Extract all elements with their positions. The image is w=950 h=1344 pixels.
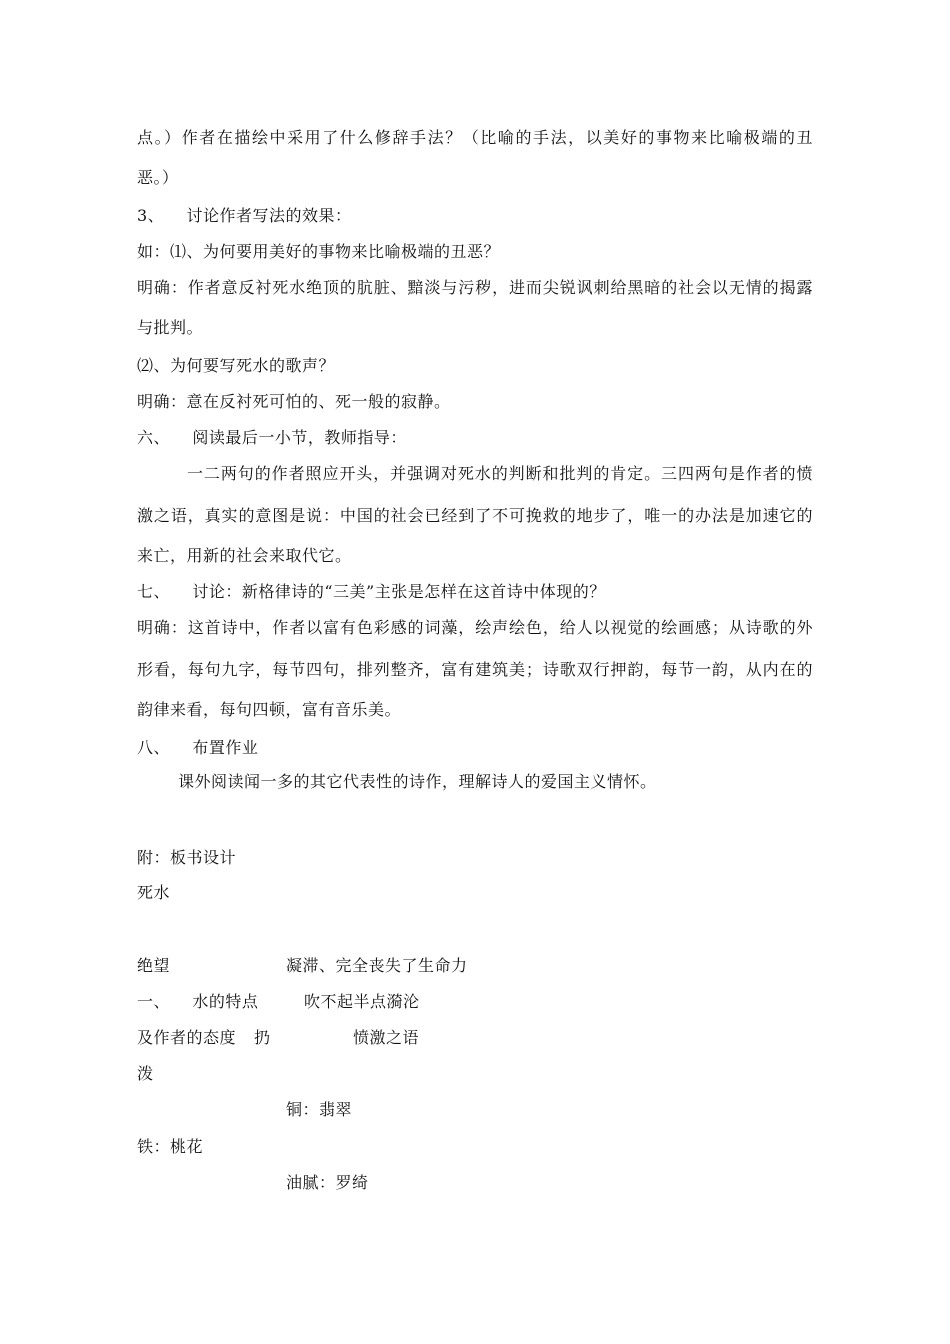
paragraph-line: 来亡，用新的社会来取代它。	[137, 546, 352, 565]
paragraph-line: 明确：作者意反衬死水绝顶的肮脏、黯淡与污秽，进而尖锐讽刺给黑暗的社会以无情的揭露	[137, 278, 813, 297]
section-heading: 七、 讨论：新格律诗的“三美”主张是怎样在这首诗中体现的？	[137, 582, 606, 601]
paragraph-line: 明确：意在反衬死可怕的、死一般的寂静。	[137, 392, 451, 411]
paragraph-line: 与批判。	[137, 318, 204, 337]
paragraph-line: 韵律来看，每句四顿，富有音乐美。	[137, 700, 402, 719]
board-design-line: 吹不起半点漪沦	[304, 992, 420, 1011]
paragraph-line: 明确：这首诗中，作者以富有色彩感的词藻，绘声绘色，给人以视觉的绘画感；从诗歌的外	[137, 618, 813, 637]
paragraph-line: 激之语，真实的意图是说：中国的社会已经到了不可挽救的地步了，唯一的办法是加速它的	[137, 506, 813, 525]
paragraph-line: 课外阅读闻一多的其它代表性的诗作，理解诗人的爱国主义情怀。	[178, 772, 657, 791]
board-design-title: 附：板书设计	[137, 848, 237, 867]
board-design-line: 愤激之语	[353, 1028, 420, 1047]
paragraph-line: 如：⑴、为何要用美好的事物来比喻极端的丑恶？	[137, 242, 501, 261]
board-design-line: 一、 水的特点	[137, 992, 259, 1011]
board-design-line: 死水	[137, 883, 171, 902]
board-design-line: 铁：桃花	[137, 1137, 204, 1156]
section-heading: 八、 布置作业	[137, 738, 259, 757]
paragraph-line: ⑵、为何要写死水的歌声？	[137, 356, 336, 375]
board-design-line: 绝望	[137, 956, 171, 975]
paragraph-line: 点。）作者在描绘中采用了什么修辞手法？（比喻的手法，以美好的事物来比喻极端的丑	[137, 128, 813, 147]
board-design-line: 及作者的态度	[137, 1028, 237, 1047]
board-design-line: 泼	[137, 1064, 154, 1083]
board-design-line: 扔	[254, 1028, 271, 1047]
board-design-line: 凝滞、完全丧失了生命力	[286, 956, 468, 975]
paragraph-line: 恶。）	[137, 168, 179, 187]
board-design-line: 油腻：罗绮	[286, 1173, 369, 1192]
paragraph-line: 一二两句的作者照应开头，并强调对死水的判断和批判的肯定。三四两句是作者的愤	[187, 464, 813, 483]
board-design-line: 铜：翡翠	[286, 1100, 353, 1119]
section-heading: 3、 讨论作者写法的效果：	[137, 206, 352, 225]
paragraph-line: 形看，每句九字，每节四句，排列整齐，富有建筑美；诗歌双行押韵，每节一韵，从内在的	[137, 660, 813, 679]
section-heading: 六、 阅读最后一小节，教师指导：	[137, 428, 407, 447]
